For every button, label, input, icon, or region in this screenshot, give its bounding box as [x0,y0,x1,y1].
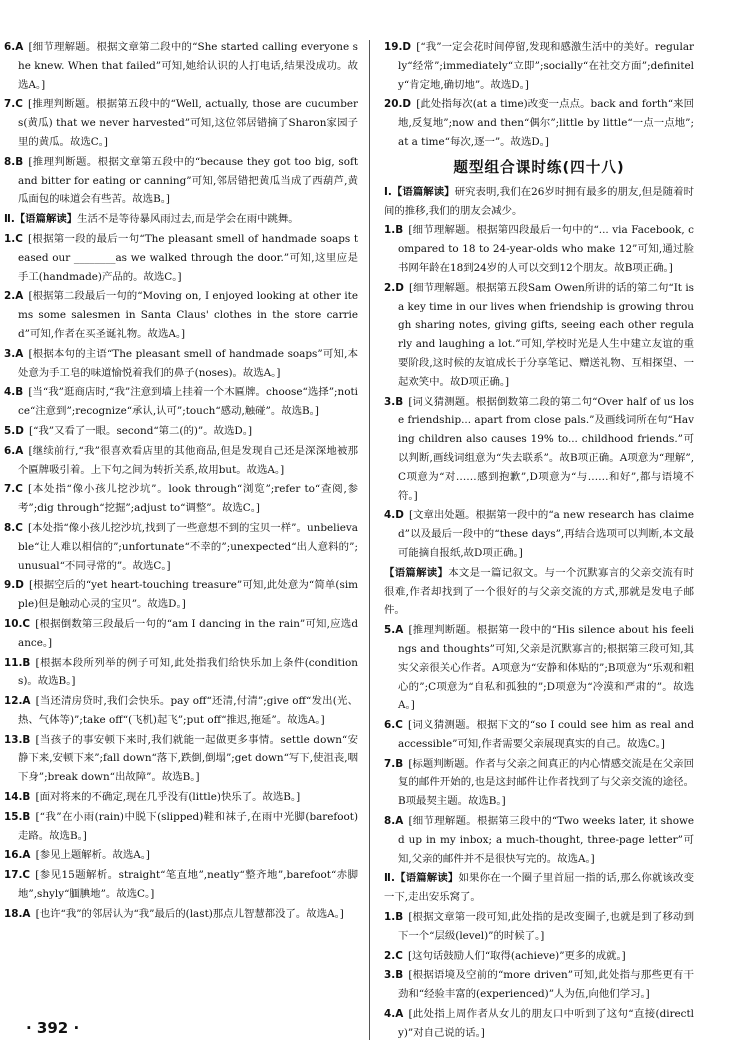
item-number: 5. [4,424,16,437]
answer-item [384,221,694,277]
answer-item [4,519,358,575]
section-intro [4,210,358,229]
section-text: 生活不是等待暴风雨过去,而是学会在雨中跳舞。 [77,213,299,226]
item-number: 2. [384,281,396,294]
item-number: 1. [384,224,396,237]
item-number: 3. [4,347,16,360]
item-explanation: [根据倒数第三段最后一句的“am I dancing in the rain”可知,应选dance。] [18,617,358,649]
item-number: 11. [4,656,23,669]
answer-item [4,38,358,94]
answer-item [384,966,694,1004]
section-text: 如果你在一个圈子里首屈一指的话,那么你就该改变一下,走出安乐窝了。 [384,872,694,904]
answer-item [4,95,358,151]
item-explanation: [根据文章第一段可知,此处指的是改变圈子,也就是到了移动到下一个“层级(level)”的时候了。] [398,911,694,942]
item-explanation: [此处指每次(at a time)改变一点点。back and forth“来回地,反复地”;now and then“偶尔”;little by little“一点一点地”;at a time“每次,逐一”。故选D。] [398,98,694,148]
item-number: 18. [4,907,23,920]
item-number: 16. [4,849,23,862]
item-answer: A [15,290,24,303]
answer-item [4,905,358,924]
item-explanation: [根据语境及空前的“more driven”可知,此处指与那些更有干劲和“经验丰富的(experienced)”人为伍,向他们学习。] [398,969,694,1001]
item-explanation: [细节理解题。根据第四段最后一句中的“... via Facebook, compared to 18 to 24-year-olds who make 12”可知,通过脸书网年龄在18到24岁的人可以交到12个朋友。故B项正确。] [398,224,694,274]
item-answer: C [15,232,23,245]
item-number: 15. [4,810,23,823]
item-number: 8. [4,521,16,534]
section-tag: 【语篇解读】 [384,566,449,579]
item-answer: D [402,98,412,111]
item-number: 3. [384,395,396,408]
answer-item [384,393,694,506]
item-explanation: [词义猜测题。根据下文的“so I could see him as real and accessible”可知,作者需要父亲展现真实的自己。故选C。] [398,719,694,750]
item-explanation: [推理判断题。根据第五段中的“Well, actually, those are cucumbers(黄瓜) that we never harvested”可知,这位邻居错摘了Sharon家园子里的黄瓜。故选C。] [18,98,358,148]
item-answer: A [15,347,24,360]
item-answer: B [395,757,404,770]
item-explanation: [细节理解题。根据文章第二段中的“She started calling everyone she knew. When that failed”可知,她给认识的人打电话,结果没成功。故选A。] [18,41,358,91]
answer-item [384,947,694,966]
item-explanation: [标题判断题。作者与父亲之间真正的内心情感交流是在父亲回复的邮件开始的,也是这封邮件让作者找到了与父亲交流的途径。B项最契主题。故选B。] [398,757,694,808]
item-number: 6. [4,41,16,53]
item-number: 5. [384,624,396,637]
item-explanation: [此处指上周作者从女儿的朋友口中听到了这句“直接(directly)”对自己说的话。] [398,1008,694,1039]
item-answer: A [395,624,404,637]
item-answer: B [22,733,31,746]
item-answer: B [15,386,24,399]
item-number: 6. [384,719,396,732]
item-number: 1. [4,232,16,245]
item-explanation: [当还清房贷时,我们会快乐。pay off“还清,付清”;give off“发出(光、热、气体等)”;take off“(飞机)起飞”;put off“推迟,拖延”。故选A。] [18,695,358,726]
item-explanation: [继续前行,“我”很喜欢看店里的其他商品,但是发现自己还是深深地被那个匾牌吸引着。上下句之间为转折关系,故用but。故选A。] [18,444,358,476]
item-explanation: [“我”又看了一眼。second“第二(的)”。故选D。] [29,424,252,437]
item-answer: D [15,579,24,592]
item-answer: A [395,815,404,828]
section-text: 本文是一篇记叙文。与一个沉默寡言的父亲交流有时很难,作者却找到了一个很好的与父亲交流的方式,那就是发电子邮件。 [384,566,694,617]
item-answer: C [22,617,31,630]
item-answer: D [395,281,404,294]
item-number: 8. [384,815,396,828]
item-explanation: [根据本段所列举的例子可知,此处指我们给快乐加上条件(conditions)。故选B。] [18,656,358,688]
item-number: 19. [384,41,403,53]
item-answer: B [395,395,404,408]
item-number: 20. [384,98,403,111]
right-column-main [384,183,694,1043]
section-tag: 【语篇解读】 [391,185,455,198]
section-title: 题型组合课时练(四十八) [453,158,625,176]
answer-item [4,615,358,653]
section-intro [384,183,694,221]
item-explanation: [这句话鼓励人们“取得(achieve)”更多的成就。] [408,949,626,962]
item-number: 6. [4,444,16,457]
item-explanation: [推理判断题。根据文章第五段中的“because they got too big, soft and bitter for eating or canning”可知,邻居错把黄瓜当成了西葫芦,黄瓜面包的味道会有些苦。故选B。] [18,155,358,206]
answer-item [4,788,358,807]
answer-item [4,153,358,209]
item-explanation: [当孩子的事安顿下来时,我们就能一起做更多事情。settle down“安静下来,安顿下来”;fall down“落下,跌倒,倒塌”;get down“写下,使沮丧,咽下身”;break down“出故障”。故选B。] [18,733,358,784]
item-number: 9. [4,579,16,592]
item-answer: A [22,907,31,920]
item-answer: C [395,949,403,962]
answer-item [4,576,358,614]
item-answer: A [15,41,24,53]
item-explanation: [推理判断题。根据第一段中的“His silence about his feelings and thoughts”可知,父亲是沉默寡言的;根据第三段可知,其实父亲很关心作者。A项意为“安静和体贴的”;B项意为“乐观和粗心的”;C项意为“自私和孤独的”;D项意为“冷漠和严肃的”。故选A。] [398,624,694,712]
section-intro [384,564,694,620]
item-number: 3. [384,969,396,982]
item-answer: A [22,695,31,708]
item-answer: B [395,224,404,237]
answer-item [4,422,358,441]
item-explanation: [根据本句的主语“The pleasant smell of handmade soaps”可知,本处意为手工皂的味道愉悦着我们的鼻子(noses)。故选A。] [18,347,358,379]
section-tag: 【语篇解读】 [14,213,78,226]
item-number: 7. [4,483,16,496]
item-number: 7. [4,98,16,111]
answer-item [4,345,358,383]
item-answer: D [402,41,412,53]
item-answer: D [15,424,24,437]
item-number: 1. [384,911,396,924]
answer-item [4,808,358,846]
item-number: 7. [384,757,396,770]
answer-item [384,755,694,811]
item-number: 13. [4,733,23,746]
item-answer: A [22,849,31,862]
item-explanation: [面对将来的不确定,现在几乎没有(little)快乐了。故选B。] [35,791,301,804]
item-explanation: [本处指“像小孩儿挖沙坑,找到了一些意想不到的宝贝一样”。unbelievable“让人难以相信的”;unfortunate“不幸的”;unexpected“出人意料的”;unusual“不同寻常的”。故选C。] [18,521,358,572]
item-explanation: [细节理解题。根据第三段中的“Two weeks later, it showed up in my inbox; a much-thought, three-page letter”可知,父亲的邮件并不是很快写完的。故选A。] [398,815,694,865]
item-number: 4. [4,386,16,399]
item-number: 4. [384,1008,396,1021]
section-number: Ⅰ. [384,185,392,198]
item-explanation: [根据第一段的最后一句“The pleasant smell of handmade soaps teased our ________as we walked through the door.”可知,这里应是手工(handmade)产品的。故选C。] [18,232,358,283]
item-explanation: [当“我”逛商店时,“我”注意到墙上挂着一个木匾牌。choose“选择”;notice“注意到”;recognize“承认,认可”;touch“感动,触碰”。故选B。] [18,386,358,418]
answer-item [384,38,694,94]
item-answer: C [395,719,403,732]
item-explanation: [词义猜测题。根据倒数第二段的第二句“Over half of us lose friendship... apart from close pals.”及画线词所在句“Having children also causes 19% to... childhood friends.”可以判断,画线词组意为“失去联系”。故B项正确。A项意为“理解”,C项意为“对……感到抱歉”,D项意为“与……和好”,都与语境不符。] [398,395,694,502]
item-explanation: [本处指“像小孩儿挖沙坑”。look through“浏览”;refer to“查阅,参考”;dig through“挖掘”;adjust to“调整”。故选C。] [18,483,358,515]
right-column [384,38,694,1044]
item-number: 12. [4,695,23,708]
item-explanation: [根据空后的“yet heart-touching treasure”可知,此处意为“简单(simple)但是触动心灵的宝贝”。故选D。] [18,579,358,611]
item-explanation: [根据第二段最后一句的“Moving on, I enjoyed looking at other items some salesmen in Santa Claus' clothes in the store carried”可知,作者在买圣诞礼物。故选A。] [18,290,358,340]
item-number: 4. [384,509,396,522]
answer-item [384,95,694,151]
item-number: 14. [4,791,23,804]
answer-item [384,716,694,754]
answer-item [4,383,358,421]
answer-item [4,230,358,286]
answer-item [384,908,694,946]
section-number: Ⅱ. [4,213,15,226]
answer-item [4,692,358,730]
answer-item [4,442,358,480]
item-number: 8. [4,155,16,168]
answer-item [384,279,694,392]
answer-item [4,654,358,692]
answer-item [384,506,694,562]
page-number: · 392 · [26,1019,80,1037]
item-answer: B [395,911,404,924]
column-divider [369,40,370,1040]
answer-item [4,287,358,343]
answer-item [384,812,694,868]
section-number: Ⅱ. [384,872,395,885]
item-number: 10. [4,617,23,630]
item-answer: C [15,521,23,534]
item-number: 17. [4,869,23,882]
item-explanation: [也许“我”的邻居认为“我”最后的(last)那点儿智慧都没了。故选A。] [35,907,344,920]
answer-item [4,866,358,904]
answer-item [4,846,358,865]
left-column [4,38,358,925]
item-number: 2. [4,290,16,303]
item-answer: A [15,444,24,457]
item-explanation: [“我”在小雨(rain)中脱下(slipped)鞋和袜子,在雨中光脚(barefoot)走路。故选B。] [18,810,358,842]
section-text: 研究表明,我们在26岁时拥有最多的朋友,但是随着时间的推移,我们的朋友会减少。 [384,185,694,217]
section-intro [384,869,694,907]
item-explanation: [文章出处题。根据第一段中的“a new research has claimed”以及最后一段中的“these days”,再结合选项可以判断,本文最可能摘自报纸,故D项正确。] [398,509,694,559]
item-answer: B [15,155,24,168]
item-explanation: [“我”一定会花时间停留,发现和感激生活中的美好。regularly“经常”;immediately“立即”;socially“在社交方面”;definitely“肯定地,确切地”。故选D。] [398,41,694,91]
answer-item [4,480,358,518]
answer-item [4,731,358,787]
item-answer: C [15,98,23,111]
item-answer: C [22,869,31,882]
item-answer: B [22,810,31,823]
item-explanation: [参见15题解析。straight“笔直地”,neatly“整齐地”,barefoot“赤脚地”,shyly“腼腆地”。故选C。] [18,869,358,901]
answer-item [384,621,694,715]
item-answer: A [395,1008,404,1021]
item-answer: B [395,969,404,982]
item-answer: C [15,483,23,496]
item-answer: B [22,791,31,804]
item-answer: D [395,509,404,522]
item-explanation: [参见上题解析。故选A。] [35,849,150,862]
answer-item [384,1005,694,1043]
item-explanation: [细节理解题。根据第五段Sam Owen所讲的话的第二句“It is a key time in our lives when friendship is growing through sharing notes, giving gifts, seeing each other regularly and laughing a lot.”可知,学校时光是人生中建立友谊的重要阶段,这时候的友谊成长于分享笔记、赠送礼物、互相探望、一起欢笑中。故D项正确。] [398,281,694,388]
section-tag: 【语篇解读】 [394,872,459,885]
item-answer: B [22,656,31,669]
item-number: 2. [384,949,396,962]
right-column-top [384,38,694,152]
